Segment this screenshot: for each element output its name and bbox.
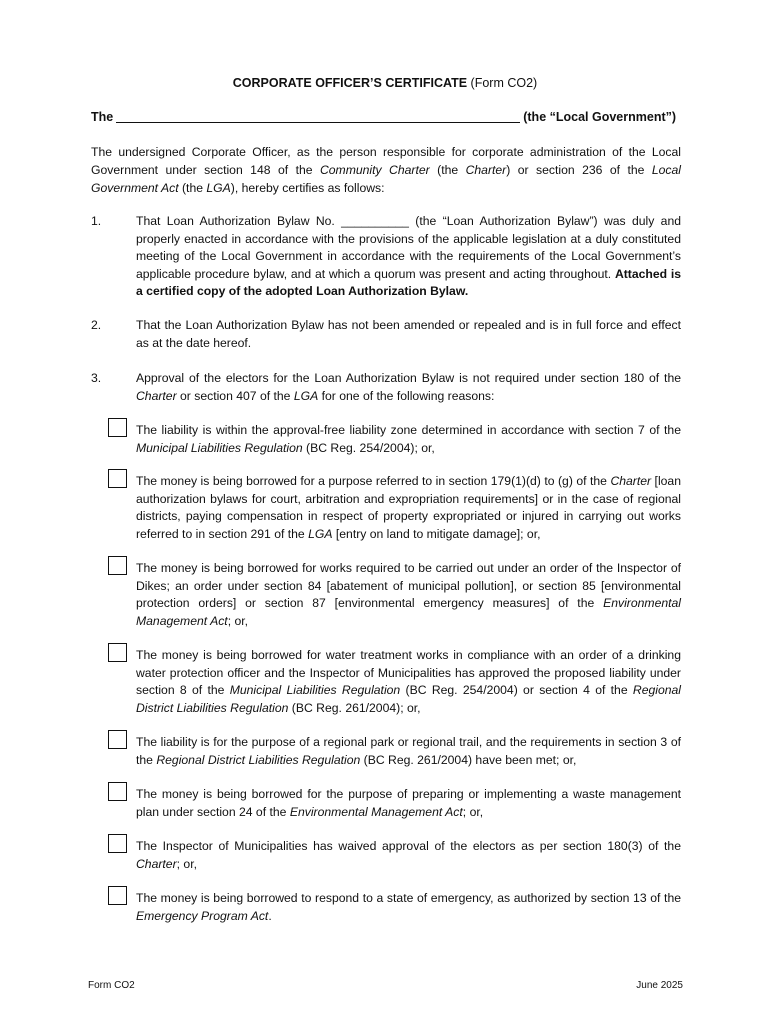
- reason-option-waste-management: The money is being borrowed for the purpose of preparing or implementing a waste management plan under section 24 of the Environmental Management Act; or,: [108, 786, 681, 821]
- reason-option-state-of-emergency: The money is being borrowed to respond to a state of emergency, as authorized by section 13 of the Emergency Program Act.: [108, 890, 681, 925]
- certification-item-1: 1. That Loan Authorization Bylaw No. __________ (the “Loan Authorization Bylaw”) was duly and properly enacted in accordance with the provisions of the applicable legislation at a duly constituted meeting of the Local Government in accordance with the requirements of the Local Government’s applicable procedure bylaw, and at which a quorum was present and acting throughout. Attached is a certified copy of the adopted Loan Authorization Bylaw.: [91, 214, 681, 298]
- certification-item-3: 3. Approval of the electors for the Loan Authorization Bylaw is not required under section 180 of the Charter or section 407 of the LGA for one of the following reasons:: [91, 371, 681, 403]
- page-title: CORPORATE OFFICER’S CERTIFICATE (Form CO2): [232, 76, 538, 90]
- reason-checkbox[interactable]: [108, 418, 127, 437]
- reason-checkbox[interactable]: [108, 556, 127, 575]
- reason-checkbox[interactable]: [108, 834, 127, 853]
- reason-option-approval-free-zone: The liability is within the approval-free liability zone determined in accordance with section 7 of the Municipal Liabilities Regulation (BC Reg. 254/2004); or,: [108, 422, 681, 457]
- local-government-name-blank[interactable]: [116, 122, 520, 123]
- footer-date: June 2025: [636, 980, 683, 991]
- reason-checkbox[interactable]: [108, 782, 127, 801]
- reason-checkbox[interactable]: [108, 643, 127, 662]
- reason-option-court-arbitration: The money is being borrowed for a purpose referred to in section 179(1)(d) to (g) of the Charter [loan authorization bylaws for court, arbitration and expropriation requirements] or in the case of regional districts, paying compensation in respect of property expropriated or injured in carrying out works referred to in section 291 of the LGA [entry on land to mitigate damage]; or,: [108, 473, 681, 543]
- reason-checkbox[interactable]: [108, 469, 127, 488]
- local-government-line: The (the “Local Government”): [91, 110, 677, 124]
- intro-paragraph: The undersigned Corporate Officer, as the person responsible for corporate administration of the Local Government under section 148 of the Community Charter (the Charter) or section 236 of the Local Government Act (the LGA), hereby certifies as follows:: [91, 145, 681, 195]
- reason-option-waived-approval: The Inspector of Municipalities has waived approval of the electors as per section 180(3) of the Charter; or,: [108, 838, 681, 873]
- footer-form-label: Form CO2: [88, 980, 135, 991]
- reason-checkbox[interactable]: [108, 886, 127, 905]
- reason-option-water-treatment: The money is being borrowed for water treatment works in compliance with an order of a drinking water protection officer and the Inspector of Municipalities has approved the proposed liability under section 8 of the Municipal Liabilities Regulation (BC Reg. 254/2004) or section 4 of the Regional District Liabilities Regulation (BC Reg. 261/2004); or,: [108, 647, 681, 717]
- reason-option-regional-park: The liability is for the purpose of a regional park or regional trail, and the requirements in section 3 of the Regional District Liabilities Regulation (BC Reg. 261/2004) have been met; or,: [108, 734, 681, 769]
- reason-option-inspector-of-dikes: The money is being borrowed for works required to be carried out under an order of the Inspector of Dikes; an order under section 84 [abatement of municipal pollution], or section 85 [environmental protection orders] or section 87 [environmental emergency measures] of the Environmental Management Act; or,: [108, 560, 681, 630]
- reason-checkbox[interactable]: [108, 730, 127, 749]
- certification-item-2: 2. That the Loan Authorization Bylaw has not been amended or repealed and is in full force and effect as at the date hereof.: [91, 318, 681, 350]
